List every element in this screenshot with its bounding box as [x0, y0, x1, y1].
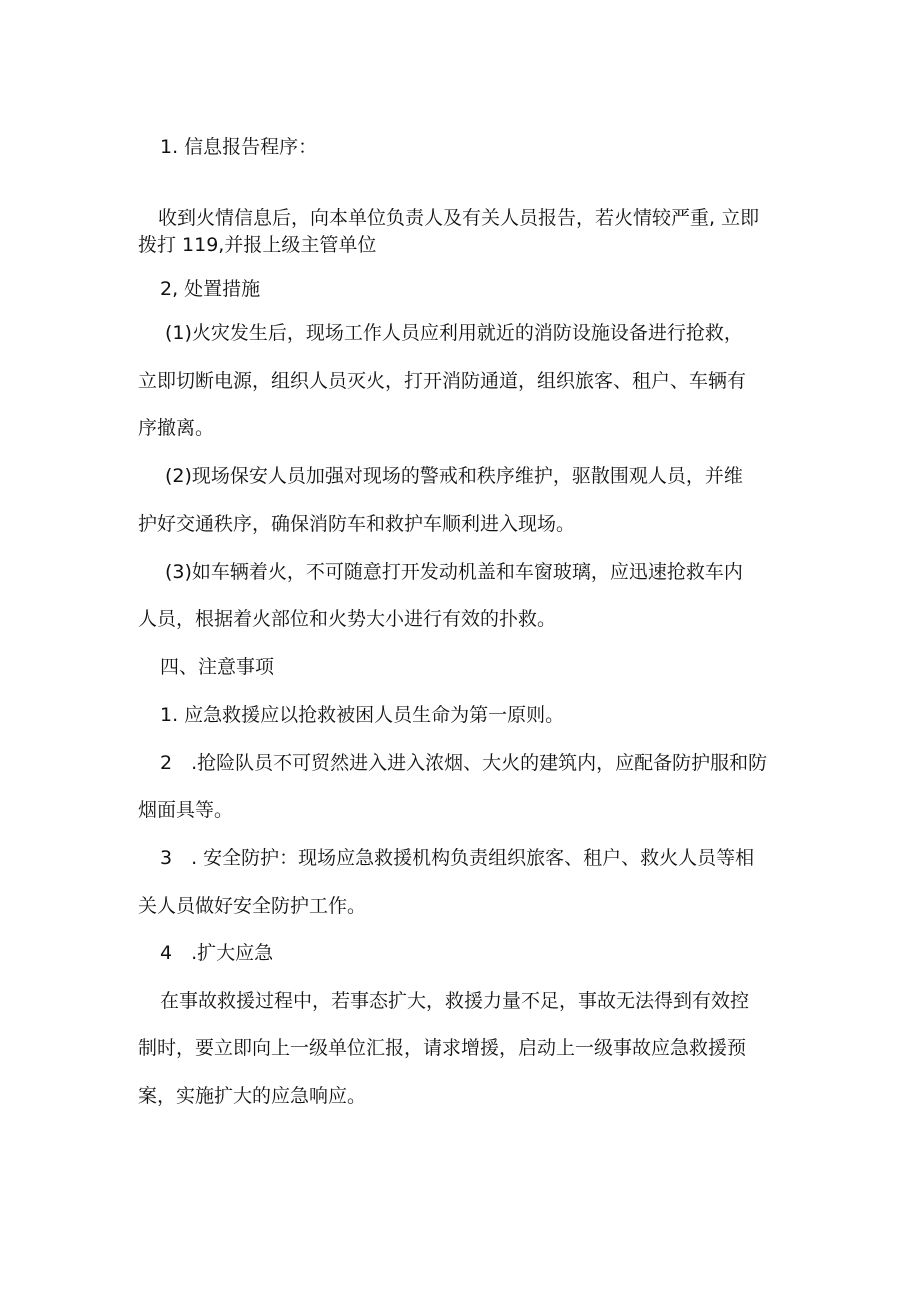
paragraph-line: 在事故救援过程中，若事态扩大，救援力量不足，事故无法得到有效控	[160, 990, 750, 1012]
paragraph-line: 案，实施扩大的应急响应。	[138, 1085, 367, 1107]
section-heading-info-report: 1. 信息报告程序：	[160, 136, 318, 158]
paragraph-line: 关人员做好安全防护工作。	[138, 895, 367, 917]
paragraph-line: 烟面具等。	[138, 799, 234, 821]
paragraph-line: 序撤离。	[138, 417, 215, 439]
paragraph-line: (1)火灾发生后，现场工作人员应利用就近的消防设施设备进行抢救，	[165, 322, 743, 344]
paragraph-line: 人员，根据着火部位和火势大小进行有效的扑救。	[138, 608, 557, 630]
section-heading-escalation: 4 .扩大应急	[160, 942, 274, 964]
section-heading-measures: 2, 处置措施	[160, 278, 261, 300]
paragraph-line: 立即切断电源，组织人员灭火，打开消防通道，组织旅客、租户、车辆有	[138, 370, 747, 392]
paragraph-line: (3)如车辆着火，不可随意打开发动机盖和车窗玻璃，应迅速抢救车内	[165, 561, 743, 583]
section-heading-notes: 四、注意事项	[160, 656, 275, 678]
paragraph-line: 2 .抢险队员不可贸然进入进入浓烟、大火的建筑内，应配备防护服和防	[160, 752, 768, 774]
paragraph-line: 1. 应急救援应以抢救被困人员生命为第一原则。	[160, 704, 565, 726]
paragraph-line: 拨打 119,并报上级主管单位	[138, 234, 377, 256]
paragraph-line: 收到火情信息后，向本单位负责人及有关人员报告，若火情较严重, 立即	[158, 207, 760, 229]
paragraph-line: 制时，要立即向上一级单位汇报，请求增援，启动上一级事故应急救援预	[138, 1037, 747, 1059]
paragraph-line: (2)现场保安人员加强对现场的警戒和秩序维护，驱散围观人员，并维	[165, 465, 743, 487]
paragraph-line: 护好交通秩序，确保消防车和救护车顺利进入现场。	[138, 513, 576, 535]
paragraph-line: 3 . 安全防护：现场应急救援机构负责组织旅客、租户、救火人员等相	[160, 847, 755, 869]
